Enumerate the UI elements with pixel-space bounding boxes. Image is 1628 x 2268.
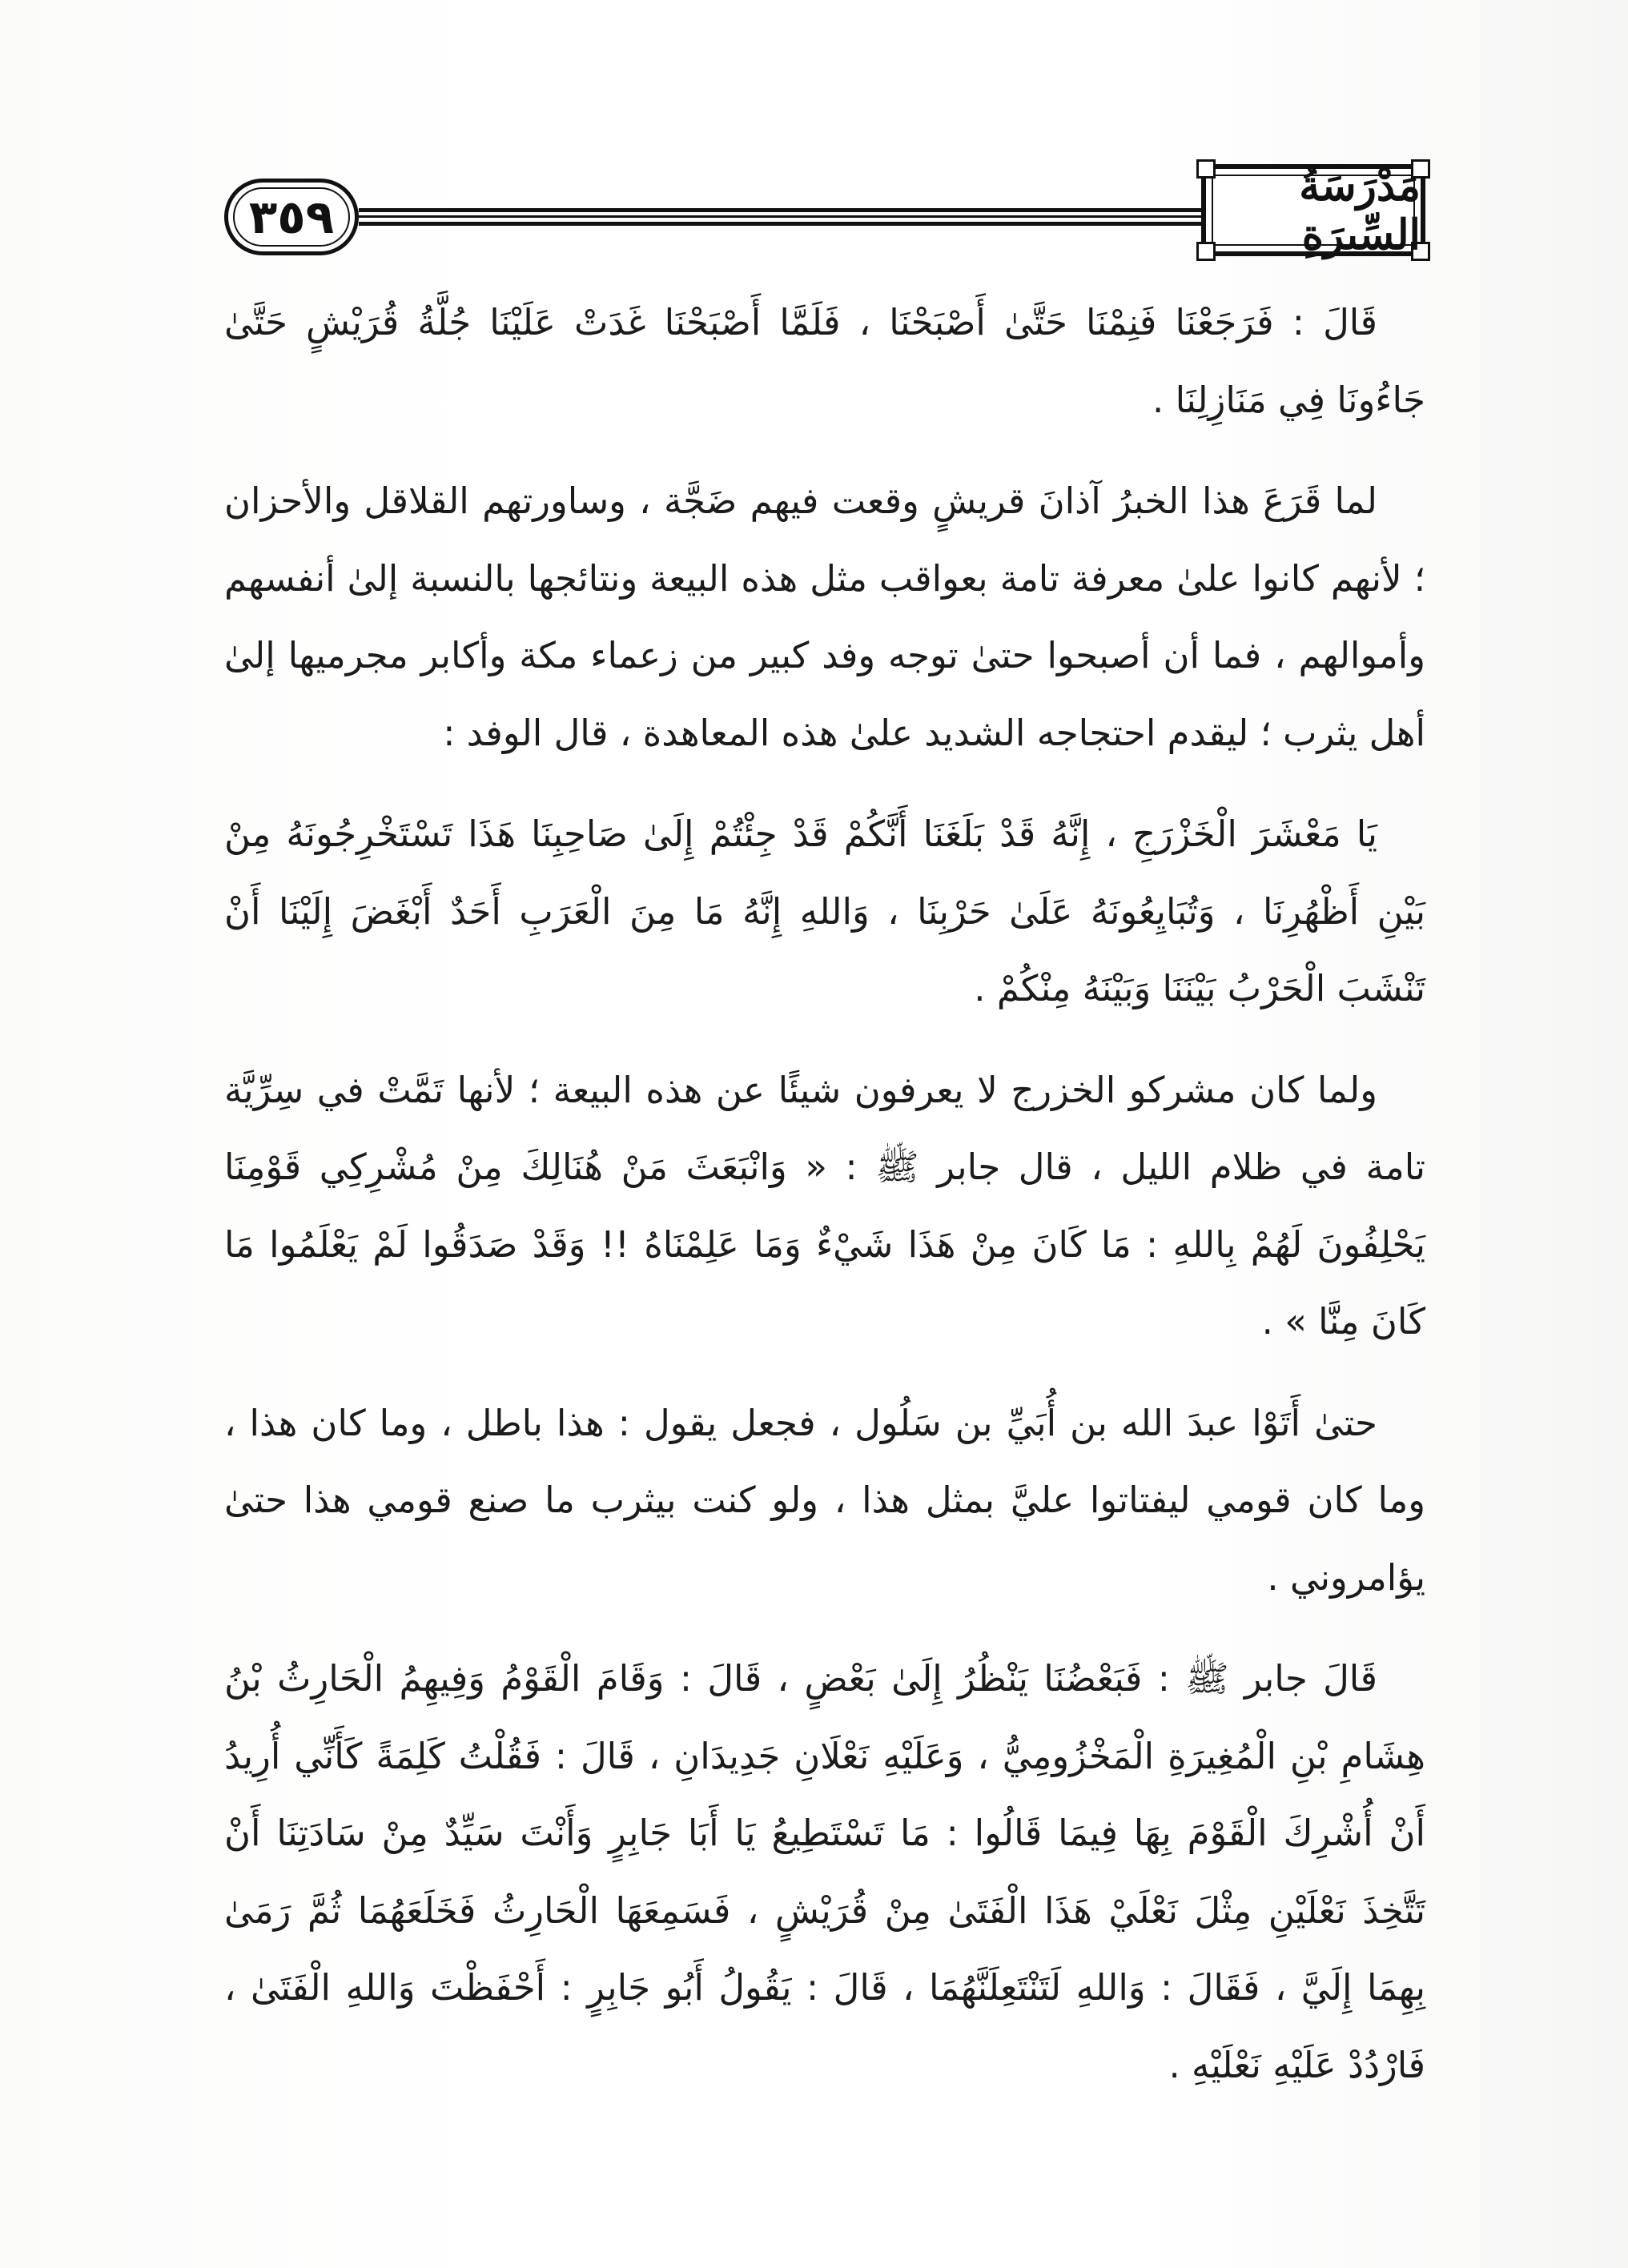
paragraph-6: قَالَ جابر ﷺ : فَبَعْضُنَا يَنْظُرُ إِلَىٰ بَعْضٍ ، قَالَ : وَقَامَ الْقَوْمُ وَفِيهِمُ الْحَارِثُ بْنُ هِشَامِ بْنِ الْمُغِيرَةِ الْمَخْزُومِيُّ ، وَعَلَيْهِ نَعْلَانِ جَدِيدَانِ ، قَالَ : فَقُلْتُ كَلِمَةً كَأَنِّي أُرِيدُ أَنْ أُشْرِكَ الْقَوْمَ بِهَا فِيمَا قَالُوا : مَا تَسْتَطِيعُ يَا أَبَا جَابِرٍ وَأَنْتَ سَيِّدٌ مِنْ سَادَتِنَا أَنْ تَتَّخِذَ نَعْلَيْنِ مِثْلَ نَعْلَيْ هَذَا الْفَتَىٰ مِنْ قُرَيْشٍ ، فَسَمِعَهَا الْحَارِثُ فَخَلَعَهُمَا ثُمَّ رَمَىٰ بِهِمَا إِلَيَّ ، فَقَالَ : وَاللهِ لَتَنْتَعِلَنَّهُمَا ، قَالَ : يَقُولُ أَبُو جَابِرٍ : أَحْفَظْتَ وَاللهِ الْفَتَىٰ ، فَارْدُدْ عَلَيْهِ نَعْلَيْهِ .: [224, 1657, 1425, 2086]
paragraph-5: حتىٰ أَتَوْا عبدَ الله بن أُبَيِّ بن سَلُول ، فجعل يقول : هذا باطل ، وما كان هذا ، وما كان قومي ليفتاتوا عليَّ بمثل هذا ، ولو كنت بيثرب ما صنع قومي هذا حتىٰ يؤامروني .: [224, 1401, 1425, 1599]
book-title-frame: [1201, 161, 1425, 259]
page-number: ٣٥٩: [248, 190, 335, 244]
paragraph-3: يَا مَعْشَرَ الْخَزْرَجِ ، إِنَّهُ قَدْ بَلَغَنَا أَنَّكُمْ قَدْ جِئْتُمْ إِلَىٰ صَاحِبِنَا هَذَا تَسْتَخْرِجُونَهُ مِنْ بَيْنِ أَظْهُرِنَا ، وَتُبَايِعُونَهُ عَلَىٰ حَرْبِنَا ، وَاللهِ إِنَّهُ مَا مِنَ الْعَرَبِ أَحَدٌ أَبْغَضَ إِلَيْنَا أَنْ تَنْشَبَ الْحَرْبُ بَيْنَنَا وَبَيْنَهُ مِنْكُمْ .: [224, 813, 1425, 1010]
paragraph-2: لما قَرَعَ هذا الخبرُ آذانَ قريشٍ وقعت فيهم ضَجَّة ، وساورتهم القلاقل والأحزان ؛ لأنهم كانوا علىٰ معرفة تامة بعواقب مثل هذه البيعة ونتائجها بالنسبة إلىٰ أنفسهم وأموالهم ، فما أن أصبحوا حتىٰ توجه وفد كبير من زعماء مكة وأكابر مجرميها إلىٰ أهل يثرب ؛ ليقدم احتجاجه الشديد علىٰ هذه المعاهدة ، قال الوفد :: [224, 480, 1425, 754]
page-number-badge: [224, 179, 359, 255]
page-body: [224, 284, 1425, 2128]
page-header: [224, 161, 1425, 259]
book-title: مَدْرَسَةُ السِّيرَةِ: [1299, 161, 1421, 259]
paragraph-1: قَالَ : فَرَجَعْنَا فَنِمْنَا حَتَّىٰ أَصْبَحْنَا ، فَلَمَّا أَصْبَحْنَا غَدَتْ عَلَيْنَا جُلَّةُ قُرَيْشٍ حَتَّىٰ جَاءُونَا فِي مَنَازِلِنَا .: [224, 301, 1425, 421]
header-rule: [359, 208, 1201, 226]
paragraph-4: ولما كان مشركو الخزرج لا يعرفون شيئًا عن هذه البيعة ؛ لأنها تَمَّتْ في سِرِّيَّة تامة في ظلام الليل ، قال جابر ﷺ : « وَانْبَعَثَ مَنْ هُنَالِكَ مِنْ مُشْرِكِي قَوْمِنَا يَحْلِفُونَ لَهُمْ بِاللهِ : مَا كَانَ مِنْ هَذَا شَيْءٌ وَمَا عَلِمْنَاهُ !! وَقَدْ صَدَقُوا لَمْ يَعْلَمُوا مَا كَانَ مِنَّا » .: [224, 1068, 1425, 1343]
